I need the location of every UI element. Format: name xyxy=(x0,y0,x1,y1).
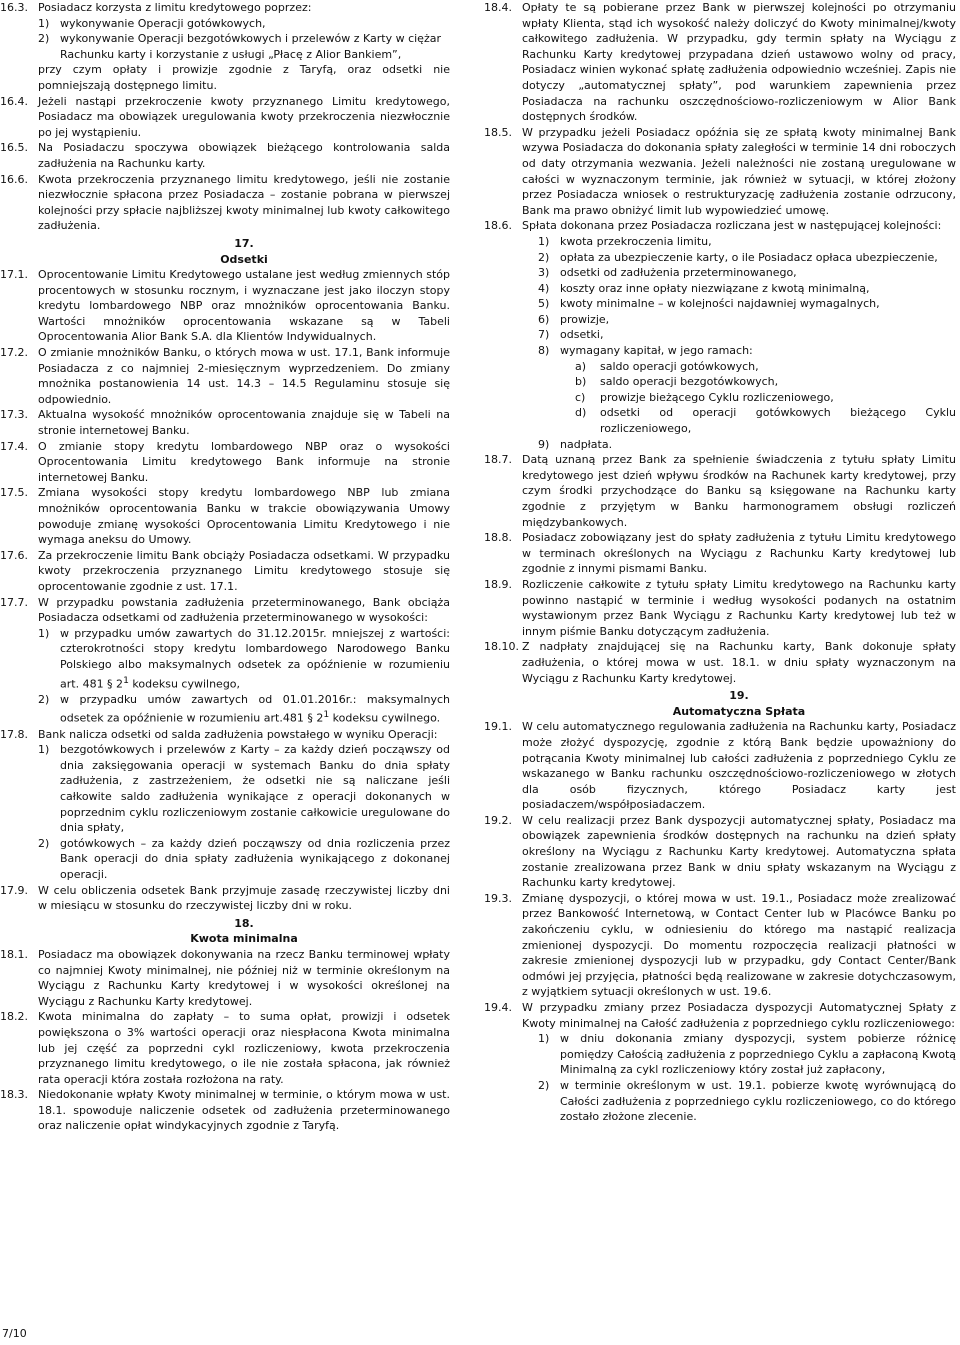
list-marker: 1) xyxy=(38,626,50,640)
list-item xyxy=(0,692,450,727)
paragraph-tail: przy czym opłaty i prowizje zgodnie z Taryfą, oraz odsetki nie pomniejszają dostępnego limitu. xyxy=(38,63,450,92)
paragraph-number: 17.1. xyxy=(0,268,28,282)
section-18-9 xyxy=(484,577,956,639)
paragraph-number: 19.4. xyxy=(484,1001,512,1014)
section-19-2 xyxy=(484,813,956,891)
list-item-text xyxy=(38,626,450,692)
list-marker: 2) xyxy=(538,250,550,264)
paragraph-number: 16.4. xyxy=(0,94,28,108)
paragraph-text: O zmianie mnożników Banku, o których mowa w ust. 17.1, Bank informuje Posiadacza z co najmniej 2-miesięcznym wyprzedzeniem. Do zmiany mnożnika postanowienia 14 ust. 14.3 – 14.5 Regulaminu stosuje się odpowiednio. xyxy=(38,346,450,406)
paragraph-number: 18.3. xyxy=(0,1088,28,1102)
heading-17-title: Odsetki xyxy=(220,252,268,266)
section-17-2 xyxy=(0,345,450,407)
paragraph-text: Zmianę dyspozycji, o której mowa w ust. 19.1., Posiadacz może zrealizować przez Bankowość Internetową, w Contact Center lub w Placówce Banku po zakończeniu cyklu, w odniesieniu do którego ma nastąpić realizacja zmienionej dyspozycji. Do momentu rozpoczęcia realizacji płatności w zakresie zmienionej dyspozycji lub w przypadku, gdy Contact Center/Bank odmówi jej przyjęcia, płatności będą realizowane w zakresie dotychczasowym, z wyjątkiem sytuacji określonych w ust. 19.6. xyxy=(522,891,956,999)
paragraph-text: W celu obliczenia odsetek Bank przyjmuje zasadę rzeczywistej liczby dni w miesiącu w stosunku do rzeczywistej liczby dni w roku. xyxy=(38,883,450,913)
paragraph-number: 17.4. xyxy=(0,439,28,453)
list-item xyxy=(484,234,956,250)
paragraph-number: 18.10. xyxy=(484,640,519,654)
paragraph-text: W przypadku jeżeli Posiadacz opóźnia się ze spłatą kwoty minimalnej Bank wzywa Posiadacza do dokonania spłaty zaległości w terminie 14 dni roboczych od daty otrzymania wezwania. Jeżeli należności nie zostaną uregulowane w całości w wyznaczonym terminie, jak również w sytuacji, w której złożony przez Posiadacza wniosek o restrukturyzację zadłużenia zostanie odrzucony, Bank ma prawo obniżyć limit lub wypowiedzieć umowę. xyxy=(522,125,956,217)
list-marker: 3) xyxy=(538,266,550,280)
section-17-4 xyxy=(0,439,450,486)
list-item-text-part: w przypadku umów zawartych do 31.12.2015r. mniejszej z wartości: czterokrotności stopy kredytu lombardowego Narodowego Banku Polskiego albo maksymalnych odsetek za opóźnienie w rozumieniu art. 481 § 2 xyxy=(60,626,450,691)
list-marker: 2) xyxy=(38,836,50,850)
list-item-text: odsetki, xyxy=(560,328,604,342)
paragraph-text: Z nadpłaty znajdującej się na Rachunku karty, Bank dokonuje spłaty zadłużenia, o której mowa w ust. 18.1. w dniu spłaty wyznaczonym na Wyciągu z Rachunku Karty kredytowej. xyxy=(522,640,956,685)
section-18-1 xyxy=(0,947,450,1009)
paragraph-number: 17.5. xyxy=(0,486,28,500)
list-item-text: bezgotówkowych i przelewów z Karty – za każdy dzień począwszy od dnia zaksięgowania operacji w systemach Banku do dnia spłaty zadłużenia, z zastrzeżeniem, że odsetki nie są naliczane jeśli całkowite saldo zadłużenia wynikające z operacji dokonanych w poprzednim cyklu rozliczeniowym zostanie całkowicie uregulowane do dnia spłaty, xyxy=(60,743,450,835)
paragraph-number: 19.3. xyxy=(484,891,512,905)
list-item-text: koszty oraz inne opłaty niezwiązane z kwotą minimalną, xyxy=(560,281,870,295)
section-17-3 xyxy=(0,407,450,438)
paragraph-text: Opłaty te są pobierane przez Bank w pierwszej kolejności po otrzymaniu wpłaty Klienta, stąd ich wysokość należy doliczyć do Kwoty minimalnej/kwoty całkowitego zadłużenia. W przypadku, gdy termin spłaty na Wyciągu z Rachunku Karty kredytowej przypadana dzień ustawowo wolny od pracy, Posiadacz winien wykonać spłatę zadłużenia odpowiednio wcześniej. Zapis nie dotyczy „automatycznej spłaty”, pod warunkiem zapewnienia przez Posiadacza na rachunku oszczędnościowo-rozliczeniowym w Alior Bank dostępnych środków. xyxy=(522,1,956,124)
list-marker: 4) xyxy=(538,281,550,295)
section-18-10 xyxy=(484,639,956,686)
list-item-text: w dniu dokonania zmiany dyspozycji, system pobierze różnicę pomiędzy Całością zadłużenia z poprzedniego Cyklu a zapłaconą Kwotą Minimalną za cykl rozliczeniowy który został już zapłacony, xyxy=(560,1032,956,1077)
heading-18-title: Kwota minimalna xyxy=(190,932,298,946)
paragraph-number: 19.2. xyxy=(484,813,512,827)
section-17-9 xyxy=(0,883,450,914)
paragraph-number: 18.8. xyxy=(484,531,512,545)
section-17-7 xyxy=(0,595,450,626)
section-18-6 xyxy=(484,218,956,234)
list-marker: a) xyxy=(575,359,587,373)
list-item-text: prowizje, xyxy=(560,312,610,326)
section-17-6 xyxy=(0,548,450,595)
page-number: 7/10 xyxy=(2,1327,27,1340)
paragraph-text: Oprocentowanie Limitu Kredytowego ustalane jest według zmiennych stóp procentowych w stosunku rocznym, i wyznaczane jest jako iloczyn stopy kredytu lombardowego NBP oraz mnożników oprocentowania Banku. Wartości mnożników oprocentowania wskazane są w Tabeli Oprocentowania Alior Bank S.A. dla Klientów Indywidualnych. xyxy=(38,268,450,344)
paragraph-number: 18.2. xyxy=(0,1010,28,1024)
section-17-5 xyxy=(0,485,450,547)
list-item xyxy=(484,1031,956,1078)
sub-list-item xyxy=(484,359,956,375)
list-item xyxy=(484,327,956,343)
list-marker: 6) xyxy=(538,312,550,326)
paragraph-number: 18.6. xyxy=(484,219,512,233)
list-item xyxy=(0,626,450,692)
paragraph-number: 18.9. xyxy=(484,577,512,591)
paragraph-number: 18.4. xyxy=(484,1,512,14)
list-item-text xyxy=(38,692,450,727)
list-marker: 2) xyxy=(538,1078,550,1092)
list-item xyxy=(484,437,956,453)
list-marker: 1) xyxy=(538,234,550,248)
paragraph-text: Bank nalicza odsetki od salda zadłużenia powstałego w wyniku Operacji: xyxy=(38,727,438,741)
list-item-text: kwota przekroczenia limitu, xyxy=(560,234,712,248)
section-16-3 xyxy=(0,0,450,16)
section-19-1 xyxy=(484,719,956,813)
list-item xyxy=(484,312,956,328)
section-18-4 xyxy=(484,0,956,125)
paragraph-number: 16.6. xyxy=(0,172,28,186)
paragraph-number: 18.1. xyxy=(0,947,28,961)
right-column xyxy=(484,0,956,1125)
paragraph-number: 17.6. xyxy=(0,548,28,562)
section-17-8 xyxy=(0,727,450,743)
list-item xyxy=(0,31,450,62)
heading-19-number: 19. xyxy=(729,689,749,703)
paragraph-text: Kwota przekroczenia przyznanego limitu kredytowego, jeśli nie zostanie niezwłocznie spłacona przez Posiadacza – zostanie pobrana w pierwszej kolejności przy spłacie najbliższej kwoty minimalnej lub kwoty całkowitego zadłużenia. xyxy=(38,172,450,233)
list-marker: d) xyxy=(575,406,587,420)
list-item-text: w terminie określonym w ust. 19.1. pobierze kwotę wyrównującą do Całości zadłużenia z poprzedniego cyklu rozliczeniowego, co do którego zostało złożone zlecenie. xyxy=(560,1078,956,1124)
section-16-4 xyxy=(0,94,450,141)
list-item-text: nadpłata. xyxy=(560,437,613,451)
section-18-3 xyxy=(0,1087,450,1134)
paragraph-number: 17.7. xyxy=(0,595,28,609)
superscript: 1 xyxy=(323,709,330,721)
paragraph-number: 17.8. xyxy=(0,727,28,741)
list-item-text: gotówkowych – za każdy dzień począwszy od dnia rozliczenia przez Bank operacji do dnia spłaty zadłużenia wynikającego z dokonanej operacji. xyxy=(60,836,450,881)
section-18-7 xyxy=(484,452,956,530)
paragraph-text: Zmiana wysokości stopy kredytu lombardowego NBP lub zmiana mnożników oprocentowania Banku w trakcie obowiązywania Umowy powoduje zmianę wysokości Oprocentowania Limitu Kredytowego i nie wymaga aneksu do Umowy. xyxy=(38,486,450,547)
paragraph-text: Spłata dokonana przez Posiadacza rozliczana jest w następującej kolejności: xyxy=(522,219,942,233)
list-marker: 1) xyxy=(538,1032,550,1046)
list-marker: 9) xyxy=(538,437,550,451)
section-18-2 xyxy=(0,1009,450,1087)
paragraph-text: Rozliczenie całkowite z tytułu spłaty Limitu kredytowego na Rachunku karty powinno nastąpić w terminie i według wysokości podanych na ostatnim wystawionym przez Bank Wyciągu z Rachunku Karty kredytowej lub też w innym piśmie Banku dotyczącym zadłużenia. xyxy=(522,577,956,638)
list-marker: b) xyxy=(575,375,587,389)
list-item-text: wykonywanie Operacji bezgotówkowych i przelewów z Karty w ciężar Rachunku karty i korzystanie z usługi „Płacę z Alior Bankiem”, xyxy=(60,32,441,61)
list-item xyxy=(484,296,956,312)
paragraph-text: W celu automatycznego regulowania zadłużenia na Rachunku karty, Posiadacz może złożyć dyspozycję, zgodnie z którą Bank będzie upoważniony do potrącania Kwoty minimalnej lub całości zadłużenia z poprzedniego Cyklu ze wskazanego w Banku rachunku oszczędnościowo-rozliczeniowego w złotych dla osób fizycznych, którego Posiadacz karty jest posiadaczem/współposiadaczem. xyxy=(522,720,956,812)
paragraph-text: Kwota minimalna do zapłaty – to suma opłat, prowizji i odsetek powiększona o 3% wartości operacji oraz niespłacona Kwota minimalna lub jej część za poprzedni cykl rozliczeniowy, kwota przekroczenia przyznanego limitu kredytowego, o ile nie została spłacona, jak również rata operacji która została rozłożona na raty. xyxy=(38,1010,450,1086)
list-item-text: wymagany kapitał, w jego ramach: xyxy=(560,344,753,358)
paragraph-text: W przypadku zmiany przez Posiadacza dyspozycji Automatycznej Spłaty z Kwoty minimalnej na Całość zadłużenia z poprzedniego cyklu rozliczeniowego: xyxy=(522,1001,956,1030)
list-item-text: saldo operacji gotówkowych, xyxy=(600,359,759,373)
list-marker: c) xyxy=(575,390,586,404)
paragraph-number: 18.5. xyxy=(484,125,512,139)
paragraph-text: Datą uznaną przez Bank za spełnienie świadczenia z tytułu spłaty Limitu kredytowego jest dzień wpływu środków na Rachunek karty kredytowej, przy czym środki przychodzące do Banku są księgowane na Rachunku karty zgodnie z przyjętym w Banku harmonogramem obsługi rozliczeń międzybankowych. xyxy=(522,453,956,529)
superscript: 1 xyxy=(123,674,129,686)
list-marker: 1) xyxy=(38,16,50,30)
heading-19-title: Automatyczna Spłata xyxy=(672,704,806,718)
paragraph-number: 17.2. xyxy=(0,346,28,360)
list-item-text: kwoty minimalne – w kolejności najdawniej wymagalnych, xyxy=(560,297,880,311)
paragraph-text: Za przekroczenie limitu Bank obciąży Posiadacza odsetkami. W przypadku kwoty przekroczenia przyznanego Limitu kredytowego stosuje się oprocentowanie zgodnie z ust. 17.1. xyxy=(38,548,450,593)
section-16-5 xyxy=(0,140,450,171)
list-marker: 1) xyxy=(38,743,50,757)
list-item-text-part: kodeksu cywilnego. xyxy=(329,712,441,726)
list-item xyxy=(0,836,450,883)
sub-list-item xyxy=(484,405,956,436)
paragraph-text: Posiadacz zobowiązany jest do spłaty zadłużenia z tytułu Limitu kredytowego w terminach określonych na Wyciągu z Rachunku Karty kredytowej lub zgodnie z innymi pismami Banku. xyxy=(522,531,956,576)
paragraph-text: W celu realizacji przez Bank dyspozycji automatycznej spłaty, Posiadacz ma obowiązek zapewnienia środków dostępnych na rachunku na dzień spłaty określony na Wyciągu z Rachunku Karty kredytowej. Automatyczna spłata zostanie zrealizowana przez Bank w dniu spłaty wskazanym na Wyciągu z Rachunku karty kredytowej. xyxy=(522,813,956,890)
heading-17-number: 17. xyxy=(234,236,254,250)
list-item xyxy=(484,265,956,281)
paragraph-number: 19.1. xyxy=(484,720,512,734)
paragraph-text: W przypadku powstania zadłużenia przeterminowanego, Bank obciąża Posiadacza odsetkami od zadłużenia przeterminowanego w wysokości: xyxy=(38,595,450,625)
list-marker: 2) xyxy=(38,32,50,46)
heading-18-number: 18. xyxy=(234,916,254,930)
paragraph-number: 17.9. xyxy=(0,883,28,897)
list-item xyxy=(484,343,956,359)
left-column xyxy=(0,0,450,1134)
section-18-5 xyxy=(484,125,956,219)
sub-list-item xyxy=(484,390,956,406)
paragraph-text: Aktualna wysokość mnożników oprocentowania znajduje się w Tabeli na stronie internetowej Banku. xyxy=(38,408,450,438)
section-19-4 xyxy=(484,1000,956,1031)
paragraph-number: 16.5. xyxy=(0,141,28,155)
section-19-3 xyxy=(484,891,956,1000)
list-item xyxy=(484,1078,956,1125)
list-item-text: odsetki od operacji gotówkowych bieżącego Cyklu rozliczeniowego, xyxy=(600,406,956,436)
section-18-8 xyxy=(484,530,956,577)
list-item-text: prowizje bieżącego Cyklu rozliczeniowego, xyxy=(600,390,834,404)
list-item-text: wykonywanie Operacji gotówkowych, xyxy=(60,16,266,30)
paragraph-number: 18.7. xyxy=(484,453,512,467)
section-17-1 xyxy=(0,267,450,345)
list-item xyxy=(484,250,956,266)
paragraph-number: 17.3. xyxy=(0,408,28,422)
list-item-text-part: w przypadku umów zawartych od 01.01.2016r.: maksymalnych odsetek za opóźnienie w rozumieniu art.481 § 2 xyxy=(60,692,450,726)
list-marker: 2) xyxy=(38,692,50,706)
paragraph-text: Jeżeli nastąpi przekroczenie kwoty przyznanego Limitu kredytowego, Posiadacz ma obowiązek uregulowania kwoty przekroczenia niezwłocznie po jej wystąpieniu. xyxy=(38,94,450,139)
list-item xyxy=(0,16,450,32)
list-item-text: saldo operacji bezgotówkowych, xyxy=(600,375,779,389)
list-item-text-part: kodeksu cywilnego, xyxy=(128,677,241,691)
list-marker: 5) xyxy=(538,297,550,311)
paragraph-text: Niedokonanie wpłaty Kwoty minimalnej w terminie, o którym mowa w ust. 18.1. spowoduje naliczenie odsetek od zadłużenia przeterminowanego oraz naliczenie opłat windykacyjnych zgodnie z Taryfą. xyxy=(38,1088,450,1133)
list-marker: 8) xyxy=(538,344,550,358)
paragraph-text: Posiadacz ma obowiązek dokonywania na rzecz Banku terminowej wpłaty co najmniej Kwoty minimalnej, nie później niż w terminie określonym na Wyciągu z Rachunku Karty kredytowej i w wysokości określonej na Wyciągu z Rachunku Karty kredytowej. xyxy=(38,947,450,1008)
list-item xyxy=(484,281,956,297)
list-item-text: odsetki od zadłużenia przeterminowanego, xyxy=(560,266,797,280)
list-item-text: opłata za ubezpieczenie karty, o ile Posiadacz opłaca ubezpieczenie, xyxy=(560,250,938,264)
section-16-6 xyxy=(0,172,450,234)
paragraph-number: 16.3. xyxy=(0,1,28,14)
paragraph-text: Posiadacz korzysta z limitu kredytowego poprzez: xyxy=(38,1,312,14)
paragraph-text: Na Posiadaczu spoczywa obowiązek bieżącego kontrolowania salda zadłużenia na Rachunku karty. xyxy=(38,141,450,170)
list-marker: 7) xyxy=(538,328,550,342)
sub-list-item xyxy=(484,374,956,390)
paragraph-text: O zmianie stopy kredytu lombardowego NBP oraz o wysokości Oprocentowania Limitu kredytowego Bank informuje na stronie internetowej Banku. xyxy=(38,439,450,484)
list-item xyxy=(0,742,450,836)
